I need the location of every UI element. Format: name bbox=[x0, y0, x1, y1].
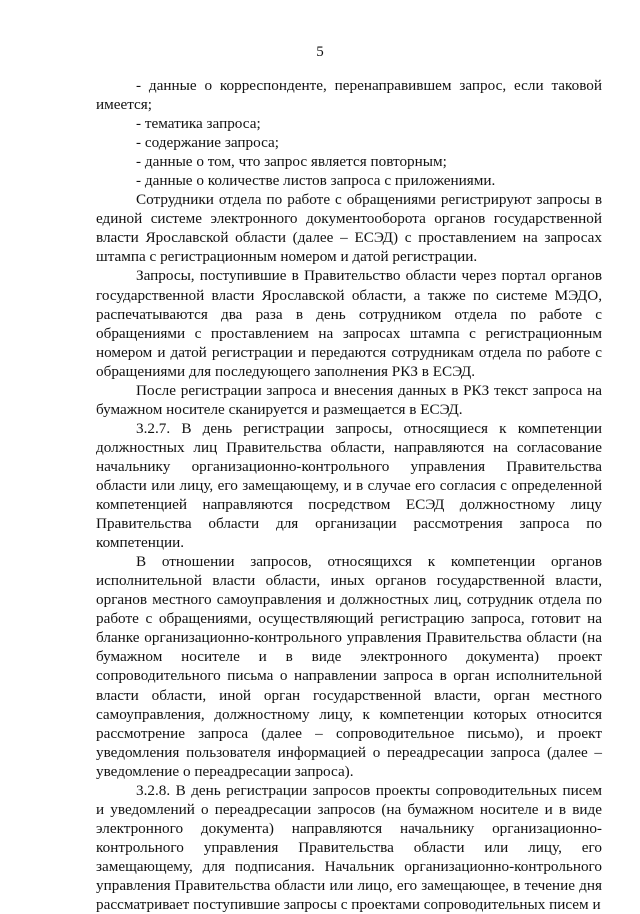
list-item: - данные о корреспонденте, перенаправившем запрос, если таковой имеется; bbox=[96, 77, 602, 114]
paragraph: 3.2.8. В день регистрации запросов проекты сопроводительных писем и уведомлений о переадресации запросов (на бумажном носителе и в виде электронного документа) направляются начальнику организационно-контрольного управления Правительства области или лицу, его замещающему, для подписания. Начальник организационно-контрольного управления Правительства области или лицо, его замещающее, в течение дня рассматривает поступившие запросы с проектами сопроводительных писем и bbox=[96, 781, 602, 914]
document-body bbox=[96, 76, 602, 914]
paragraph: Запросы, поступившие в Правительство области через портал органов государственной власти Ярославской области, а также по системе МЭДО, распечатываются два раза в день сотрудником отдела по работе с обращениями с проставлением на запросах штампа с регистрационным номером и датой регистрации и передаются сотрудникам отдела по работе с обращениями для последующего заполнения РКЗ в ЕСЭД. bbox=[96, 267, 602, 380]
list-item: - данные о количестве листов запроса с приложениями. bbox=[136, 172, 496, 190]
list-item: - тематика запроса; bbox=[136, 115, 261, 133]
list-item: - содержание запроса; bbox=[136, 134, 279, 152]
list-item: - данные о том, что запрос является повторным; bbox=[136, 153, 447, 171]
page-number: 5 bbox=[316, 44, 324, 60]
paragraph: После регистрации запроса и внесения данных в РКЗ текст запроса на бумажном носителе сканируется и размещается в ЕСЭД. bbox=[96, 381, 602, 418]
paragraph: 3.2.7. В день регистрации запросы, относящиеся к компетенции должностных лиц Правительства области, направляются на согласование начальнику организационно-контрольного управления Правительства области или лицу, его замещающему, и в случае его согласия с определенной компетенцией направляются посредством ЕСЭД должностному лицу Правительства области для организации рассмотрения запроса по компетенции. bbox=[96, 419, 602, 552]
paragraph: Сотрудники отдела по работе с обращениями регистрируют запросы в единой системе электронного документооборота органов государственной власти Ярославской области (далее – ЕСЭД) с проставлением на запросах штампа с регистрационным номером и датой регистрации. bbox=[96, 191, 602, 266]
paragraph: В отношении запросов, относящихся к компетенции органов исполнительной власти области, иных органов государственной власти, органов местного самоуправления и должностных лиц, сотрудник отдела по работе с обращениями, осуществляющий регистрацию запроса, готовит на бланке организационно-контрольного управления Правительства области (на бумажном носителе и в виде электронного документа) проект сопроводительного письма о направлении запроса в орган исполнительной власти области, иной орган государственной власти, орган местного самоуправления, должностному лицу, к компетенции которых относится рассмотрение запроса (далее – сопроводительное письмо), и проект уведомления пользователя информацией о переадресации запроса (далее – уведомление о переадресации запроса). bbox=[96, 553, 602, 780]
